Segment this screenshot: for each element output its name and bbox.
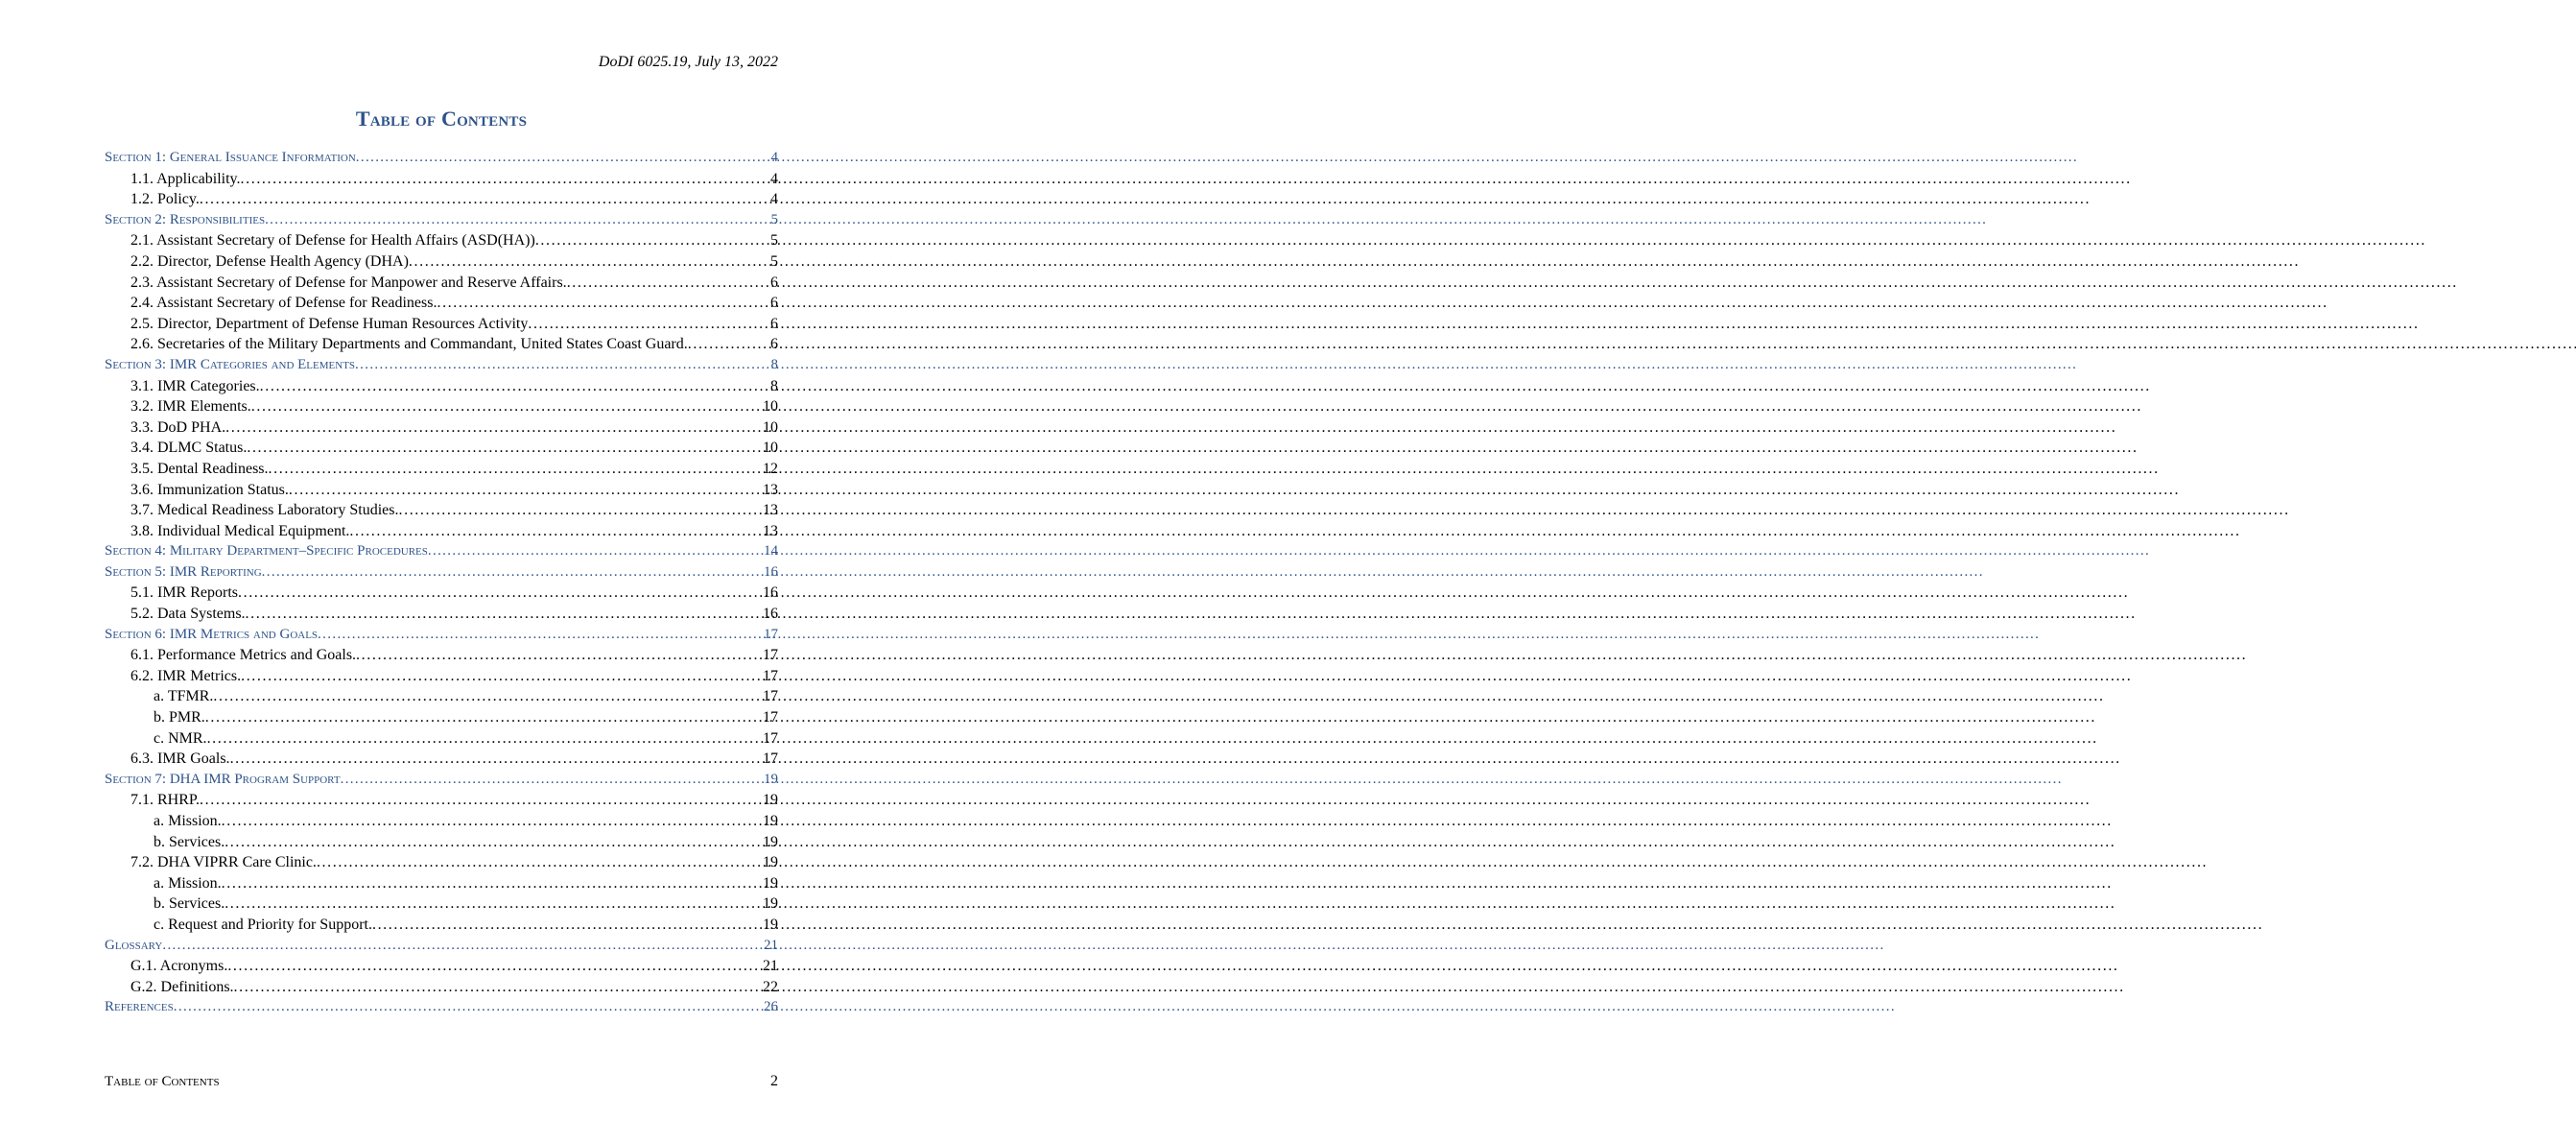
toc-dot-leader (349, 523, 761, 540)
toc-section-entry[interactable] (105, 627, 778, 648)
toc-section-entry[interactable] (105, 999, 778, 1020)
toc-entry[interactable] (105, 813, 778, 834)
toc-entry-page-number: 19 (763, 874, 778, 892)
toc-entry-page-number: 5 (770, 211, 778, 227)
toc-entry-label: Glossary (105, 937, 163, 953)
toc-entry[interactable] (105, 958, 778, 979)
toc-section-entry[interactable] (105, 150, 778, 171)
toc-entry-label: b. Services. (154, 833, 225, 850)
toc-entry[interactable] (105, 316, 778, 337)
toc-entry-label: 3.1. IMR Categories. (130, 377, 260, 394)
toc-dot-leader (246, 606, 761, 623)
toc-entry-label: a. Mission. (154, 813, 222, 829)
toc-entry-label: 3.6. Immunization Status. (130, 481, 289, 498)
toc-section-entry[interactable] (105, 938, 778, 959)
toc-entry-label: 2.5. Director, Department of Defense Human Resources Activity (130, 315, 529, 332)
toc-dot-leader (269, 461, 761, 478)
toc-entry-page-number: 19 (763, 916, 778, 933)
toc-entry-page-number: 22 (763, 978, 778, 995)
toc-entry[interactable] (105, 191, 778, 212)
toc-entry-label: Section 3: IMR Categories and Elements (105, 356, 356, 372)
toc-entry-label: Section 7: DHA IMR Program Support (105, 771, 341, 787)
toc-entry[interactable] (105, 274, 778, 296)
footer-section-name: Table of Contents (105, 1074, 220, 1089)
toc-entry-page-number: 8 (770, 356, 778, 372)
toc-dot-leader (222, 813, 761, 830)
toc-entry-label: Section 1: General Issuance Information (105, 150, 356, 165)
toc-entry[interactable] (105, 709, 778, 730)
toc-entry-page-number: 13 (763, 522, 778, 539)
toc-entry-page-number: 10 (763, 398, 778, 416)
toc-entry-label: 3.7. Medical Readiness Laboratory Studies. (130, 502, 399, 519)
toc-entry[interactable] (105, 440, 778, 461)
toc-dot-leader (227, 958, 761, 975)
toc-dot-leader (260, 378, 768, 395)
toc-section-entry[interactable] (105, 543, 778, 564)
toc-entry-page-number: 14 (764, 543, 778, 560)
page-title: Table of Contents (355, 107, 528, 131)
toc-entry-label: 6.3. IMR Goals. (130, 750, 230, 768)
toc-entry-page-number: 12 (763, 460, 778, 477)
toc-entry-page-number: 6 (770, 336, 778, 353)
toc-section-entry[interactable] (105, 564, 778, 585)
toc-section-entry[interactable] (105, 212, 778, 233)
toc-dot-leader (409, 253, 768, 271)
toc-entry[interactable] (105, 917, 778, 938)
toc-entry-label: a. TFMR. (154, 688, 214, 705)
toc-entry[interactable] (105, 482, 778, 503)
toc-entry-page-number: 4 (770, 170, 778, 187)
toc-entry-label: 7.1. RHRP. (130, 792, 201, 809)
toc-entry-page-number: 6 (770, 315, 778, 332)
toc-dot-leader (200, 792, 761, 809)
footer-page-number: 2 (770, 1073, 778, 1089)
toc-entry-page-number: 17 (763, 688, 778, 705)
toc-dot-leader (225, 895, 761, 913)
toc-dot-leader (437, 295, 768, 312)
toc-dot-leader (207, 730, 761, 748)
toc-entry[interactable] (105, 523, 778, 544)
toc-dot-leader (318, 627, 762, 643)
toc-entry-label: 2.2. Director, Defense Health Agency (DHA) (130, 252, 409, 270)
toc-entry[interactable] (105, 398, 778, 419)
toc-entry-label: Section 5: IMR Reporting (105, 563, 262, 580)
toc-entry-label: 1.1. Applicability. (130, 170, 241, 187)
toc-entry[interactable] (105, 647, 778, 668)
toc-entry-page-number: 19 (764, 771, 778, 787)
toc-entry-label: a. Mission. (154, 874, 222, 892)
toc-entry[interactable] (105, 419, 778, 441)
toc-entry-label: 2.3. Assistant Secretary of Defense for Manpower and Reserve Affairs. (130, 274, 567, 291)
toc-entry[interactable] (105, 668, 778, 689)
toc-entry-page-number: 19 (763, 895, 778, 913)
toc-entry-page-number: 5 (770, 232, 778, 250)
toc-dot-leader (241, 668, 761, 685)
toc-dot-leader (200, 191, 768, 208)
toc-dot-leader (262, 564, 762, 581)
toc-dot-leader (341, 772, 762, 788)
toc-entry-page-number: 4 (770, 150, 778, 165)
toc-entry-label: 3.8. Individual Medical Equipment. (130, 522, 350, 539)
toc-dot-leader (162, 938, 762, 954)
toc-entry-label: Section 4: Military Department–Specific Procedures (105, 543, 428, 560)
toc-entry-label: 3.5. Dental Readiness. (130, 460, 269, 477)
toc-entry-page-number: 17 (763, 709, 778, 726)
toc-entry-label: 3.2. IMR Elements. (130, 398, 251, 416)
toc-dot-leader (399, 502, 762, 519)
toc-entry-page-number: 16 (763, 584, 778, 602)
toc-entry-page-number: 26 (764, 999, 778, 1015)
toc-entry-label: 3.3. DoD PHA. (130, 418, 226, 436)
toc-dot-leader (356, 150, 769, 166)
toc-entry-label: 1.2. Policy. (130, 191, 200, 208)
toc-entry-page-number: 19 (763, 813, 778, 829)
toc-entry-page-number: 17 (764, 626, 778, 642)
toc-dot-leader (535, 232, 768, 250)
toc-entry-page-number: 17 (763, 667, 778, 684)
toc-entry-page-number: 17 (763, 750, 778, 768)
toc-entry[interactable] (105, 253, 778, 274)
toc-entry[interactable] (105, 378, 778, 399)
toc-entry[interactable] (105, 502, 778, 523)
table-of-contents (105, 150, 778, 1020)
toc-entry-label: 2.4. Assistant Secretary of Defense for Readiness. (130, 295, 437, 312)
toc-entry[interactable] (105, 854, 778, 875)
toc-entry-page-number: 16 (763, 606, 778, 623)
toc-entry[interactable] (105, 750, 778, 772)
toc-dot-leader (225, 834, 761, 851)
toc-dot-leader (222, 875, 761, 893)
toc-dot-leader (174, 999, 762, 1015)
toc-entry-page-number: 6 (770, 274, 778, 291)
toc-entry-page-number: 19 (763, 792, 778, 809)
toc-dot-leader (528, 316, 768, 333)
toc-entry-page-number: 10 (763, 418, 778, 436)
toc-entry[interactable] (105, 834, 778, 855)
toc-entry-label: c. NMR. (154, 729, 207, 747)
toc-entry[interactable] (105, 730, 778, 751)
toc-dot-leader (317, 854, 761, 871)
toc-entry-page-number: 5 (770, 252, 778, 270)
toc-entry-label: 5.1. IMR Reports (130, 584, 238, 602)
toc-entry[interactable] (105, 979, 778, 1000)
toc-dot-leader (289, 482, 761, 499)
toc-dot-leader (241, 171, 768, 188)
toc-dot-leader (251, 398, 761, 416)
toc-dot-leader (230, 750, 761, 768)
toc-dot-leader (238, 584, 761, 602)
toc-entry-label: Section 6: IMR Metrics and Goals (105, 626, 319, 642)
toc-entry-label: G.2. Definitions. (130, 978, 234, 995)
toc-dot-leader (356, 647, 761, 664)
toc-entry-page-number: 21 (763, 958, 778, 975)
toc-entry[interactable] (105, 232, 778, 253)
toc-entry-label: b. PMR. (154, 709, 205, 726)
toc-dot-leader (205, 709, 761, 726)
toc-dot-leader (225, 419, 761, 437)
running-head: DoDI 6025.19, July 13, 2022 (598, 54, 778, 70)
toc-entry-page-number: 16 (764, 563, 778, 580)
toc-dot-leader (428, 543, 762, 560)
toc-entry-page-number: 8 (770, 377, 778, 394)
document-page (0, 0, 883, 1143)
toc-entry-label: References (105, 999, 174, 1015)
toc-entry[interactable] (105, 895, 778, 917)
toc-entry-label: 2.6. Secretaries of the Military Departments and Commandant, United States Coast Guard. (130, 336, 688, 353)
toc-entry[interactable] (105, 792, 778, 813)
toc-entry[interactable] (105, 875, 778, 896)
toc-dot-leader (372, 917, 761, 934)
toc-dot-leader (213, 688, 761, 705)
toc-entry-label: c. Request and Priority for Support. (154, 916, 372, 933)
toc-dot-leader (247, 440, 761, 457)
toc-entry[interactable] (105, 584, 778, 606)
toc-section-entry[interactable] (105, 772, 778, 793)
toc-entry[interactable] (105, 461, 778, 482)
toc-entry[interactable] (105, 336, 778, 357)
toc-dot-leader (567, 274, 768, 292)
toc-entry-page-number: 6 (770, 295, 778, 312)
toc-entry-label: 7.2. DHA VIPRR Care Clinic. (130, 854, 317, 871)
toc-entry-page-number: 21 (764, 937, 778, 953)
toc-entry-page-number: 10 (763, 440, 778, 457)
toc-entry-page-number: 17 (763, 647, 778, 664)
toc-section-entry[interactable] (105, 357, 778, 378)
toc-entry[interactable] (105, 295, 778, 316)
toc-dot-leader (355, 357, 768, 373)
toc-entry[interactable] (105, 606, 778, 627)
toc-entry-label: 2.1. Assistant Secretary of Defense for Health Affairs (ASD(HA)) (130, 232, 535, 250)
toc-entry-page-number: 17 (763, 729, 778, 747)
toc-entry[interactable] (105, 171, 778, 192)
toc-entry-page-number: 19 (763, 854, 778, 871)
toc-entry-label: G.1. Acronyms. (130, 958, 228, 975)
toc-entry-page-number: 13 (763, 502, 778, 519)
toc-entry[interactable] (105, 688, 778, 709)
toc-entry-label: 5.2. Data Systems. (130, 606, 246, 623)
toc-entry-label: 3.4. DLMC Status. (130, 440, 248, 457)
toc-entry-page-number: 19 (763, 833, 778, 850)
toc-entry-page-number: 4 (770, 191, 778, 208)
toc-entry-label: 6.1. Performance Metrics and Goals. (130, 647, 357, 664)
toc-entry-page-number: 13 (763, 481, 778, 498)
toc-dot-leader (234, 979, 761, 996)
toc-entry-label: 6.2. IMR Metrics. (130, 667, 242, 684)
toc-dot-leader (688, 336, 768, 353)
toc-dot-leader (265, 212, 768, 228)
toc-entry-label: b. Services. (154, 895, 225, 913)
toc-entry-label: Section 2: Responsibilities (105, 211, 266, 227)
